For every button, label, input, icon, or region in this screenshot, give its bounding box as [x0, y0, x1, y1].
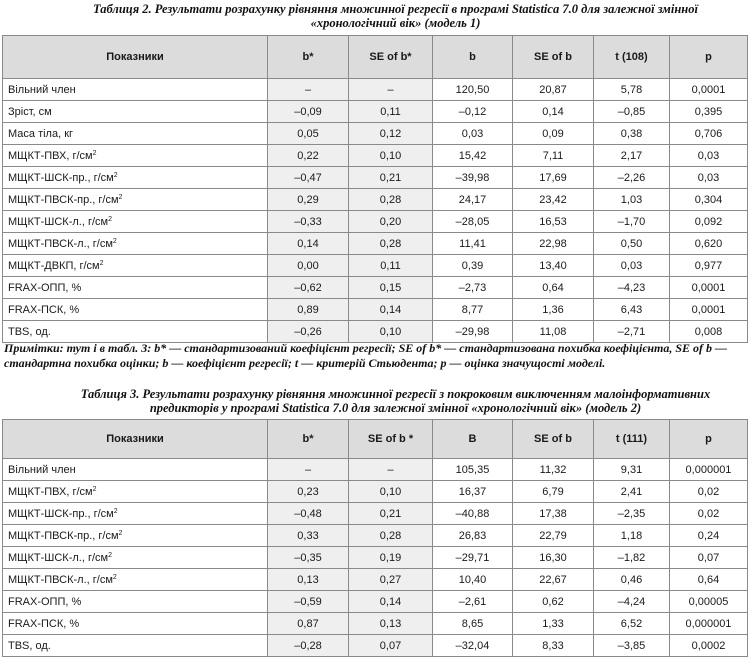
value-cell: 0,46 [594, 569, 670, 591]
table-row [3, 189, 748, 211]
superscript: 2 [108, 551, 112, 559]
value-cell: 0,09 [513, 123, 594, 145]
value-cell: 17,38 [513, 503, 594, 525]
value-cell: 0,620 [670, 233, 748, 255]
value-cell: 17,69 [513, 167, 594, 189]
value-cell: 0,0001 [670, 79, 748, 101]
value-cell: –0,47 [268, 167, 349, 189]
table-row [3, 167, 748, 189]
value-cell: 8,65 [433, 613, 513, 635]
value-cell: 0,0002 [670, 635, 748, 657]
value-cell: 0,0001 [670, 299, 748, 321]
value-cell: 0,00005 [670, 591, 748, 613]
table3-header-indicator: Показники [3, 420, 268, 459]
value-cell: 0,10 [349, 321, 433, 343]
value-cell: 0,02 [670, 503, 748, 525]
value-cell: 15,42 [433, 145, 513, 167]
superscript: 2 [113, 507, 118, 515]
value-cell: 1,03 [594, 189, 670, 211]
value-cell: – [349, 79, 433, 101]
value-cell: –40,88 [433, 503, 513, 525]
value-cell: 6,52 [594, 613, 670, 635]
row-label-cell: FRAX-ПСК, % [3, 613, 268, 635]
value-cell: 0,03 [433, 123, 513, 145]
table3-header-p: p [670, 420, 748, 459]
value-cell: 16,53 [513, 211, 594, 233]
value-cell: 1,33 [513, 613, 594, 635]
value-cell: 0,706 [670, 123, 748, 145]
value-cell: 26,83 [433, 525, 513, 547]
value-cell: 7,11 [513, 145, 594, 167]
superscript: 2 [112, 573, 117, 581]
value-cell: 9,31 [594, 459, 670, 481]
value-cell: 0,00 [268, 255, 349, 277]
value-cell: 0,64 [670, 569, 748, 591]
row-label-cell: МЩКТ-ПВСК-л., $г/см^2$ [3, 233, 268, 255]
value-cell: 0,092 [670, 211, 748, 233]
value-cell: 0,14 [513, 101, 594, 123]
table-row [3, 145, 748, 167]
superscript: 2 [99, 259, 104, 267]
value-cell: 1,36 [513, 299, 594, 321]
table2-body [3, 79, 748, 343]
value-cell: 0,24 [670, 525, 748, 547]
value-cell: –39,98 [433, 167, 513, 189]
row-label-cell: МЩКТ-ШСК-пр., $г/см^2$ [3, 503, 268, 525]
value-cell: 0,000001 [670, 613, 748, 635]
value-cell: 0,87 [268, 613, 349, 635]
value-cell: –4,24 [594, 591, 670, 613]
row-label-cell: Вільний член [3, 79, 268, 101]
value-cell: 20,87 [513, 79, 594, 101]
value-cell: 11,32 [513, 459, 594, 481]
value-cell: 0,395 [670, 101, 748, 123]
value-cell: –0,59 [268, 591, 349, 613]
table-row [3, 101, 748, 123]
row-label-cell: МЩКТ-ПВСК-л., $г/см^2$ [3, 569, 268, 591]
value-cell: 0,14 [349, 591, 433, 613]
value-cell: 1,18 [594, 525, 670, 547]
value-cell: –3,85 [594, 635, 670, 657]
superscript: 2 [118, 193, 123, 201]
value-cell: 105,35 [433, 459, 513, 481]
value-cell: 0,28 [349, 525, 433, 547]
value-cell: 0,05 [268, 123, 349, 145]
table2-header-t: t (108) [594, 36, 670, 79]
value-cell: –0,28 [268, 635, 349, 657]
row-label-cell: FRAX-ПСК, % [3, 299, 268, 321]
value-cell: 0,14 [349, 299, 433, 321]
value-cell: 16,37 [433, 481, 513, 503]
row-label-cell: МЩКТ-ШСК-л., $г/см^2$ [3, 211, 268, 233]
value-cell: –2,61 [433, 591, 513, 613]
value-cell: 22,79 [513, 525, 594, 547]
table3-header-row [3, 420, 748, 459]
value-cell: 8,33 [513, 635, 594, 657]
value-cell: –32,04 [433, 635, 513, 657]
value-cell: 0,50 [594, 233, 670, 255]
row-label-cell: МЩКТ-ШСК-пр., $г/см^2$ [3, 167, 268, 189]
value-cell: – [268, 79, 349, 101]
value-cell: 0,62 [513, 591, 594, 613]
value-cell: –29,98 [433, 321, 513, 343]
value-cell: 0,0001 [670, 277, 748, 299]
value-cell: –0,09 [268, 101, 349, 123]
value-cell: –0,48 [268, 503, 349, 525]
table2-header-indicator: Показники [3, 36, 268, 79]
table-row [3, 79, 748, 101]
table2-caption-line1: Таблиця 2. Результати розрахунку рівняння множинної регресії в програмі Statistica 7.0 для залежної змінної [93, 2, 698, 16]
table-row [3, 481, 748, 503]
row-label-cell: МЩКТ-ПВХ, $г/см^2$ [3, 481, 268, 503]
table2-caption [0, 2, 751, 30]
table-notes: Примітки: тут і в табл. 3: b* — стандартизований коефіцієнт регресії; SE of b* — стандартизована похибка коефіцієнта, SE of b — стандартна похибка оцінки; b — коефіцієнт регресії; t — критерій Стьюдента; p — оцінка значущості моделі. [4, 341, 728, 370]
table3-body [3, 459, 748, 657]
table3-header-se-bstar: SE of b * [349, 420, 433, 459]
row-label-cell: Зріст, см [3, 101, 268, 123]
value-cell: 0,15 [349, 277, 433, 299]
value-cell: 0,89 [268, 299, 349, 321]
table-row [3, 591, 748, 613]
table-row [3, 321, 748, 343]
row-label-cell: МЩКТ-ДВКП, $г/см^2$ [3, 255, 268, 277]
value-cell: 0,27 [349, 569, 433, 591]
table2-header-se-bstar: SE of b* [349, 36, 433, 79]
value-cell: 0,14 [268, 233, 349, 255]
table-row [3, 211, 748, 233]
value-cell: 0,23 [268, 481, 349, 503]
value-cell: 0,12 [349, 123, 433, 145]
table-row [3, 299, 748, 321]
table-row [3, 613, 748, 635]
table3-caption-line2: предикторів у програмі Statistica 7.0 для залежної змінної «хронологічний вік» (модель 2) [149, 401, 642, 415]
table2-header-p: p [670, 36, 748, 79]
table-row [3, 233, 748, 255]
table-row [3, 525, 748, 547]
value-cell: 6,79 [513, 481, 594, 503]
value-cell: 0,11 [349, 255, 433, 277]
value-cell: 0,28 [349, 233, 433, 255]
value-cell: 0,28 [349, 189, 433, 211]
superscript: 2 [113, 171, 118, 179]
superscript: 2 [112, 237, 117, 245]
value-cell: 0,10 [349, 481, 433, 503]
value-cell: 0,07 [670, 547, 748, 569]
value-cell: –4,23 [594, 277, 670, 299]
table3-header-t: t (111) [594, 420, 670, 459]
table2-header-bstar: b* [268, 36, 349, 79]
value-cell: 10,40 [433, 569, 513, 591]
table3-caption [0, 387, 751, 415]
superscript: 2 [92, 149, 97, 157]
value-cell: – [349, 459, 433, 481]
table-row [3, 459, 748, 481]
table-row [3, 277, 748, 299]
value-cell: 0,38 [594, 123, 670, 145]
value-cell: 0,33 [268, 525, 349, 547]
value-cell: 24,17 [433, 189, 513, 211]
value-cell: 22,67 [513, 569, 594, 591]
table3-header-b: B [433, 420, 513, 459]
value-cell: 0,10 [349, 145, 433, 167]
value-cell: 0,304 [670, 189, 748, 211]
value-cell: –0,12 [433, 101, 513, 123]
value-cell: 0,13 [268, 569, 349, 591]
value-cell: 0,000001 [670, 459, 748, 481]
value-cell: 0,64 [513, 277, 594, 299]
value-cell: 11,41 [433, 233, 513, 255]
superscript: 2 [108, 215, 112, 223]
value-cell: 0,977 [670, 255, 748, 277]
value-cell: 0,39 [433, 255, 513, 277]
row-label-cell: МЩКТ-ПВСК-пр., $г/см^2$ [3, 189, 268, 211]
row-label-cell: МЩКТ-ШСК-л., $г/см^2$ [3, 547, 268, 569]
value-cell: 0,03 [670, 167, 748, 189]
value-cell: 0,29 [268, 189, 349, 211]
value-cell: 120,50 [433, 79, 513, 101]
value-cell: 0,21 [349, 167, 433, 189]
value-cell: 0,03 [670, 145, 748, 167]
value-cell: 0,21 [349, 503, 433, 525]
table-row [3, 255, 748, 277]
value-cell: –2,26 [594, 167, 670, 189]
value-cell: –2,35 [594, 503, 670, 525]
table2-caption-line2: «хронологічний вік» (модель 1) [310, 16, 481, 30]
value-cell: 0,20 [349, 211, 433, 233]
value-cell: –0,35 [268, 547, 349, 569]
value-cell: 0,19 [349, 547, 433, 569]
row-label-cell: FRAX-ОПП, % [3, 277, 268, 299]
value-cell: 2,17 [594, 145, 670, 167]
value-cell: –1,82 [594, 547, 670, 569]
value-cell: 0,02 [670, 481, 748, 503]
value-cell: –0,62 [268, 277, 349, 299]
value-cell: 5,78 [594, 79, 670, 101]
value-cell: 11,08 [513, 321, 594, 343]
value-cell: 0,13 [349, 613, 433, 635]
value-cell: 0,11 [349, 101, 433, 123]
value-cell: –2,71 [594, 321, 670, 343]
value-cell: –0,26 [268, 321, 349, 343]
table2-header-row [3, 36, 748, 79]
value-cell: 0,008 [670, 321, 748, 343]
table-row [3, 503, 748, 525]
value-cell: –29,71 [433, 547, 513, 569]
row-label-cell: FRAX-ОПП, % [3, 591, 268, 613]
table3-caption-line1: Таблиця 3. Результати розрахунку рівняння множинної регресії з покроковим виключенням малоінформативних [80, 387, 711, 401]
table3 [2, 419, 748, 657]
value-cell: 13,40 [513, 255, 594, 277]
row-label-cell: Маса тіла, кг [3, 123, 268, 145]
row-label-cell: TBS, од. [3, 321, 268, 343]
superscript: 2 [118, 529, 123, 537]
value-cell: –0,33 [268, 211, 349, 233]
value-cell: 8,77 [433, 299, 513, 321]
row-label-cell: TBS, од. [3, 635, 268, 657]
value-cell: 0,07 [349, 635, 433, 657]
value-cell: –2,73 [433, 277, 513, 299]
value-cell: – [268, 459, 349, 481]
value-cell: 0,03 [594, 255, 670, 277]
table2-header-se-b: SE of b [513, 36, 594, 79]
table-row [3, 547, 748, 569]
value-cell: 22,98 [513, 233, 594, 255]
table2-header-b: b [433, 36, 513, 79]
value-cell: –1,70 [594, 211, 670, 233]
table3-header-bstar: b* [268, 420, 349, 459]
value-cell: –28,05 [433, 211, 513, 233]
table-row [3, 123, 748, 145]
row-label-cell: МЩКТ-ПВХ, $г/см^2$ [3, 145, 268, 167]
row-label-cell: Вільний член [3, 459, 268, 481]
row-label-cell: МЩКТ-ПВСК-пр., $г/см^2$ [3, 525, 268, 547]
value-cell: –0,85 [594, 101, 670, 123]
value-cell: 6,43 [594, 299, 670, 321]
table-row [3, 569, 748, 591]
table3-header-se-b: SE of b [513, 420, 594, 459]
superscript: 2 [92, 485, 97, 493]
value-cell: 16,30 [513, 547, 594, 569]
value-cell: 23,42 [513, 189, 594, 211]
value-cell: 2,41 [594, 481, 670, 503]
value-cell: 0,22 [268, 145, 349, 167]
table2 [2, 35, 748, 343]
table-row [3, 635, 748, 657]
